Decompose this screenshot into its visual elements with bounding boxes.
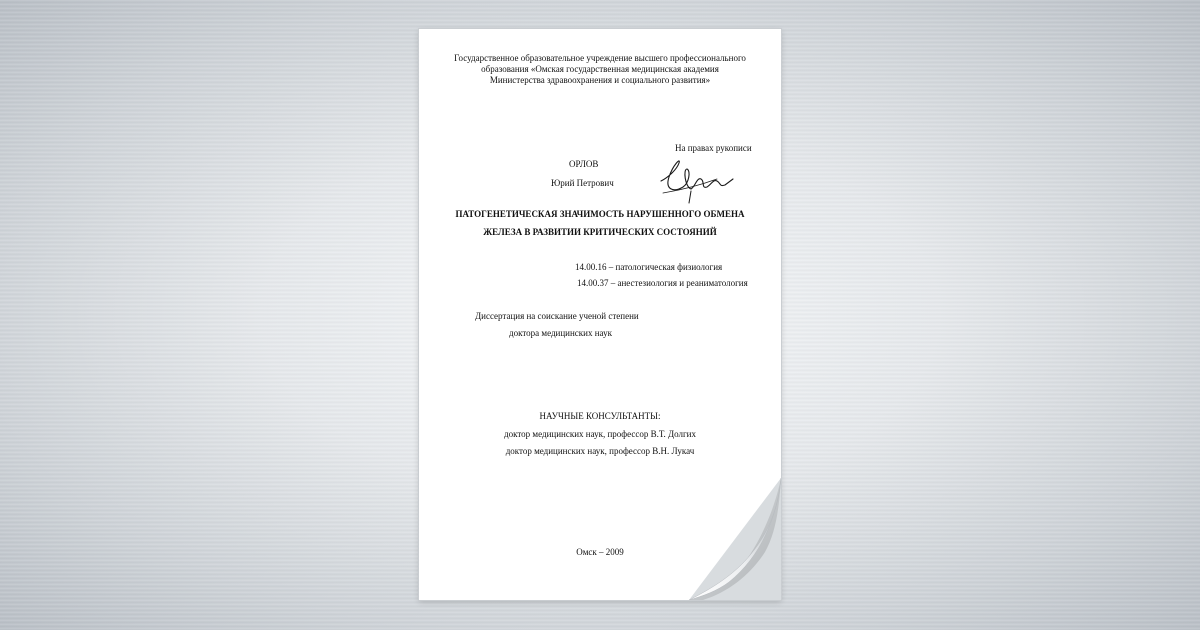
- institution-line-3: Министерства здравоохранения и социального развития»: [489, 75, 711, 85]
- institution-line-1: Государственное образовательное учреждение высшего профессионального: [454, 53, 746, 63]
- signature: [655, 157, 735, 205]
- dissertation-line-1: Диссертация на соискание ученой степени: [475, 311, 639, 321]
- dissertation-line-2: доктора медицинских наук: [509, 328, 612, 338]
- specialty-1: 14.00.16 – патологическая физиология: [575, 262, 723, 272]
- consultant-1: доктор медицинских наук, профессор В.Т. Долгих: [504, 429, 696, 439]
- consultants-heading: НАУЧНЫЕ КОНСУЛЬТАНТЫ:: [539, 411, 661, 421]
- consultant-2: доктор медицинских наук, профессор В.Н. Лукач: [505, 446, 695, 456]
- title-line-2: ЖЕЛЕЗА В РАЗВИТИИ КРИТИЧЕСКИХ СОСТОЯНИЙ: [483, 227, 717, 237]
- author-given-names: Юрий Петрович: [551, 178, 614, 188]
- institution-line-2: образования «Омская государственная медицинская академия: [481, 64, 719, 74]
- document-page: [419, 29, 781, 600]
- manuscript-note: На правах рукописи: [675, 143, 752, 153]
- place-year: Омск – 2009: [576, 547, 624, 557]
- specialty-2: 14.00.37 – анестезиология и реаниматология: [577, 278, 748, 288]
- title-line-1: ПАТОГЕНЕТИЧЕСКАЯ ЗНАЧИМОСТЬ НАРУШЕННОГО ОБМЕНА: [455, 209, 745, 219]
- page-curl: [689, 478, 781, 600]
- author-surname: ОРЛОВ: [569, 159, 599, 169]
